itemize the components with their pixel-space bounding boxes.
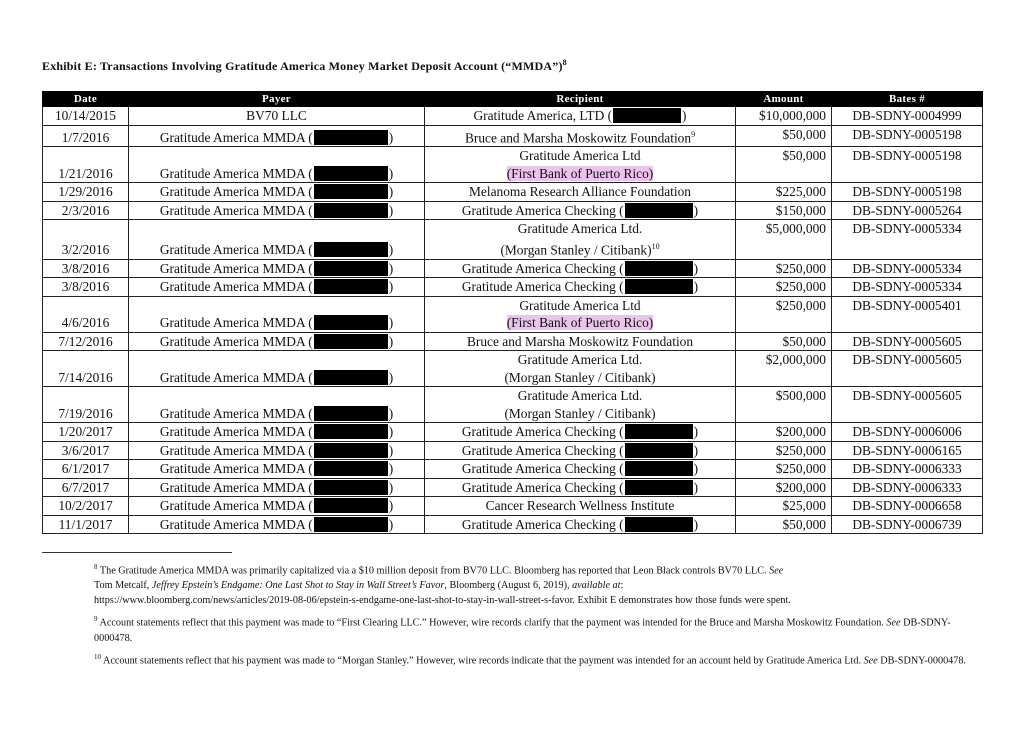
payer-suffix: ) [388, 479, 394, 495]
footnote-url[interactable]: https://www.bloomberg.com/news/articles/2019-08-06/epstein-s-endgame-one-last-shot-to-stay-in-wall-street-s-favor [94, 595, 573, 607]
redaction-block [625, 203, 693, 218]
recipient-suffix: ) [693, 479, 699, 495]
redaction-block [314, 443, 388, 458]
recipient-text: Gratitude America Ltd [519, 297, 641, 313]
cell-bates: DB-SDNY-0006739 [832, 515, 983, 534]
exhibit-title [42, 58, 982, 74]
table-row [43, 515, 983, 534]
redaction-block [625, 443, 693, 458]
cell-bates: DB-SDNY-0006006 [832, 423, 983, 442]
cell-recipient [425, 441, 736, 460]
payer-suffix: ) [388, 260, 394, 276]
payer-text: Gratitude America MMDA ( [159, 260, 313, 276]
cell-amount: $250,000 [736, 278, 832, 297]
recipient-text: Gratitude America Ltd. [517, 221, 643, 237]
payer-suffix: ) [388, 405, 394, 421]
cell-amount: $200,000 [736, 478, 832, 497]
header-row [43, 92, 983, 107]
table-row [43, 147, 983, 183]
cell-recipient [425, 259, 736, 278]
footnote-10 [42, 650, 982, 668]
cell-date: 3/8/2016 [43, 259, 129, 278]
footnote-text: DB-SDNY-0000478. [877, 655, 966, 667]
cell-date: 10/14/2015 [43, 107, 129, 126]
cell-amount: $200,000 [736, 423, 832, 442]
cell-bates: DB-SDNY-0005334 [832, 259, 983, 278]
redaction-block [314, 261, 388, 276]
cell-bates: DB-SDNY-0005198 [832, 125, 983, 147]
table-row [43, 332, 983, 351]
footnote-article-title: Jeffrey Epstein’s Endgame: One Last Shot to Stay in Wall Street’s Favor [151, 580, 445, 592]
payer-text: Gratitude America MMDA ( [159, 279, 313, 295]
payer-text: Gratitude America MMDA ( [159, 315, 313, 331]
payer-text: Gratitude America MMDA ( [159, 369, 313, 385]
cell-recipient [425, 125, 736, 147]
payer-text: Gratitude America MMDA ( [159, 129, 313, 145]
header-bates: Bates # [832, 92, 983, 107]
redaction-block [314, 406, 388, 421]
redaction-block [314, 203, 388, 218]
redaction-block [314, 370, 388, 385]
payer-text: Gratitude America MMDA ( [159, 165, 313, 181]
cell-payer [129, 332, 425, 351]
cell-date: 1/20/2017 [43, 423, 129, 442]
cell-recipient [425, 147, 736, 183]
payer-text: Gratitude America MMDA ( [159, 424, 313, 440]
footnote-text: DB-SDNY-0000478. [94, 617, 951, 644]
redaction-block [625, 424, 693, 439]
cell-payer [129, 147, 425, 183]
recipient-text: Bruce and Marsha Moskowitz Foundation [464, 129, 692, 145]
cell-amount: $25,000 [736, 497, 832, 516]
recipient-bank: (Morgan Stanley / Citibank) [500, 242, 652, 258]
cell-amount: $50,000 [736, 332, 832, 351]
table-row [43, 278, 983, 297]
header-recipient: Recipient [425, 92, 736, 107]
cell-recipient [425, 278, 736, 297]
cell-recipient [425, 107, 736, 126]
footnote-text: Tom Metcalf, [94, 580, 152, 592]
recipient-text: Gratitude America Checking ( [461, 461, 624, 477]
table-row [43, 387, 983, 423]
cell-bates: DB-SDNY-0005198 [832, 183, 983, 202]
recipient-text: Gratitude America Ltd. [517, 388, 643, 404]
table-row [43, 183, 983, 202]
cell-bates: DB-SDNY-0005334 [832, 278, 983, 297]
cell-recipient [425, 497, 736, 516]
cell-date: 4/6/2016 [43, 296, 129, 332]
cell-payer [129, 460, 425, 479]
redaction-block [314, 424, 388, 439]
cell-date: 7/19/2016 [43, 387, 129, 423]
cell-amount: $250,000 [736, 441, 832, 460]
cell-amount: $250,000 [736, 460, 832, 479]
cell-date: 1/29/2016 [43, 183, 129, 202]
table-body [43, 107, 983, 534]
payer-suffix: ) [388, 315, 394, 331]
cell-recipient [425, 423, 736, 442]
recipient-suffix: ) [693, 202, 699, 218]
cell-bates: DB-SDNY-0006165 [832, 441, 983, 460]
payer-suffix: ) [388, 184, 394, 200]
cell-amount: $50,000 [736, 125, 832, 147]
cell-bates: DB-SDNY-0006658 [832, 497, 983, 516]
cell-recipient [425, 201, 736, 220]
payer-suffix: ) [388, 165, 394, 181]
cell-amount: $5,000,000 [736, 220, 832, 259]
footnote-mark: 8 [94, 563, 98, 571]
recipient-suffix: ) [693, 461, 699, 477]
cell-date: 1/21/2016 [43, 147, 129, 183]
table-row [43, 296, 983, 332]
payer-text: Gratitude America MMDA ( [159, 405, 313, 421]
header-date: Date [43, 92, 129, 107]
table-row [43, 478, 983, 497]
cell-recipient [425, 478, 736, 497]
cell-bates: DB-SDNY-0004999 [832, 107, 983, 126]
table-row [43, 351, 983, 387]
cell-recipient [425, 351, 736, 387]
payer-suffix: ) [388, 498, 394, 514]
recipient-text: Gratitude America Checking ( [461, 424, 624, 440]
table-row [43, 497, 983, 516]
cell-bates: DB-SDNY-0006333 [832, 478, 983, 497]
payer-text: Gratitude America MMDA ( [159, 184, 313, 200]
footnote-text: Account statements reflect that this payment was made to “First Clearing LLC.” However, wire records clarify that the payment was intended for the Bruce and Marsha Moskowitz Foundation. [99, 617, 887, 629]
recipient-text: Cancer Research Wellness Institute [485, 498, 675, 514]
recipient-text: Gratitude America Checking ( [461, 260, 624, 276]
cell-payer [129, 220, 425, 259]
payer-suffix: ) [388, 424, 394, 440]
payer-text: Gratitude America MMDA ( [159, 461, 313, 477]
cell-amount: $225,000 [736, 183, 832, 202]
footnote-text: The Gratitude America MMDA was primarily capitalized via a $10 million deposit from BV70 LLC. Bloomberg has reported that Leon Black controls BV70 LLC. [99, 565, 770, 577]
recipient-bank: (Morgan Stanley / Citibank) [504, 405, 656, 421]
cell-date: 10/2/2017 [43, 497, 129, 516]
cell-bates: DB-SDNY-0006333 [832, 460, 983, 479]
payer-text: Gratitude America MMDA ( [159, 202, 313, 218]
payer-text: BV70 LLC [246, 108, 307, 123]
payer-suffix: ) [388, 202, 394, 218]
recipient-text: Gratitude America Checking ( [461, 279, 624, 295]
recipient-text: Bruce and Marsha Moskowitz Foundation [466, 333, 694, 349]
redaction-block [625, 480, 693, 495]
payer-text: Gratitude America MMDA ( [159, 242, 313, 258]
footnote-text: . Exhibit E demonstrates how those funds were spent. [572, 595, 791, 607]
cell-amount: $150,000 [736, 201, 832, 220]
transactions-table [42, 91, 983, 534]
redaction-block [314, 242, 388, 257]
cell-amount: $500,000 [736, 387, 832, 423]
cell-payer [129, 423, 425, 442]
recipient-text: Gratitude America, LTD ( [473, 108, 613, 123]
redaction-block [613, 108, 681, 123]
footnote-9 [42, 612, 982, 645]
footnote-ref: 8 [562, 58, 567, 67]
cell-recipient [425, 296, 736, 332]
cell-bates: DB-SDNY-0005264 [832, 201, 983, 220]
cell-payer [129, 201, 425, 220]
cell-date: 6/1/2017 [43, 460, 129, 479]
payer-suffix: ) [388, 369, 394, 385]
recipient-text: Gratitude America Checking ( [461, 479, 624, 495]
cell-amount: $2,000,000 [736, 351, 832, 387]
footnote-divider [42, 552, 232, 553]
payer-suffix: ) [388, 516, 394, 532]
table-row [43, 107, 983, 126]
cell-payer [129, 125, 425, 147]
header-amount: Amount [736, 92, 832, 107]
redaction-block [314, 334, 388, 349]
redaction-block [314, 184, 388, 199]
cell-date: 11/1/2017 [43, 515, 129, 534]
table-row [43, 201, 983, 220]
recipient-suffix: ) [693, 442, 699, 458]
footnote-available: available at [572, 580, 621, 592]
cell-recipient [425, 332, 736, 351]
footnotes [42, 560, 982, 672]
cell-amount: $250,000 [736, 296, 832, 332]
redaction-block [314, 480, 388, 495]
payer-text: Gratitude America MMDA ( [159, 479, 313, 495]
cell-amount: $50,000 [736, 515, 832, 534]
payer-suffix: ) [388, 129, 394, 145]
cell-payer [129, 441, 425, 460]
cell-bates: DB-SDNY-0005605 [832, 332, 983, 351]
footnote-see: See [886, 617, 901, 629]
table-header [43, 92, 983, 107]
cell-bates: DB-SDNY-0005605 [832, 387, 983, 423]
cell-date: 7/14/2016 [43, 351, 129, 387]
redaction-block [314, 130, 388, 145]
table-row [43, 460, 983, 479]
header-payer: Payer [129, 92, 425, 107]
cell-payer [129, 351, 425, 387]
footnote-text: Account statements reflect that his payment was made to “Morgan Stanley.” However, wire records indicate that the payment was intended for an account held by Gratitude America Ltd. [102, 655, 864, 667]
cell-recipient [425, 183, 736, 202]
recipient-bank: (First Bank of Puerto Rico) [506, 165, 654, 181]
cell-payer [129, 497, 425, 516]
payer-suffix: ) [388, 442, 394, 458]
cell-payer [129, 183, 425, 202]
payer-text: Gratitude America MMDA ( [159, 333, 313, 349]
footnote-ref: 10 [651, 241, 660, 251]
recipient-suffix: ) [693, 260, 699, 276]
payer-suffix: ) [388, 461, 394, 477]
redaction-block [625, 261, 693, 276]
redaction-block [314, 517, 388, 532]
payer-suffix: ) [388, 242, 394, 258]
redaction-block [625, 517, 693, 532]
cell-bates: DB-SDNY-0005198 [832, 147, 983, 183]
cell-payer [129, 278, 425, 297]
recipient-suffix: ) [682, 108, 687, 123]
cell-recipient [425, 387, 736, 423]
recipient-text: Gratitude America Ltd [519, 148, 641, 164]
cell-bates: DB-SDNY-0005605 [832, 351, 983, 387]
footnote-text: : [620, 580, 624, 592]
redaction-block [314, 498, 388, 513]
recipient-bank: (Morgan Stanley / Citibank) [504, 369, 656, 385]
cell-recipient [425, 515, 736, 534]
cell-bates: DB-SDNY-0005334 [832, 220, 983, 259]
cell-payer [129, 515, 425, 534]
footnote-text: , Bloomberg (August 6, 2019), [444, 580, 573, 592]
cell-date: 2/3/2016 [43, 201, 129, 220]
payer-suffix: ) [388, 333, 394, 349]
cell-amount: $10,000,000 [736, 107, 832, 126]
cell-date: 3/2/2016 [43, 220, 129, 259]
exhibit-title-text: Exhibit E: Transactions Involving Gratitude America Money Market Deposit Account (“MMDA”) [42, 59, 563, 73]
cell-payer [129, 296, 425, 332]
footnote-mark: 10 [94, 652, 101, 661]
footnote-ref: 9 [691, 129, 696, 139]
cell-recipient [425, 220, 736, 259]
cell-date: 6/7/2017 [43, 478, 129, 497]
recipient-text: Gratitude America Checking ( [461, 442, 624, 458]
cell-recipient [425, 460, 736, 479]
recipient-text: Gratitude America Ltd. [517, 352, 643, 368]
recipient-suffix: ) [693, 424, 699, 440]
redaction-block [314, 166, 388, 181]
recipient-suffix: ) [693, 279, 699, 295]
payer-text: Gratitude America MMDA ( [159, 516, 313, 532]
recipient-text: Gratitude America Checking ( [461, 202, 624, 218]
redaction-block [314, 279, 388, 294]
cell-payer [129, 107, 425, 126]
table-row [43, 220, 983, 259]
table-row [43, 125, 983, 147]
recipient-suffix: ) [693, 516, 699, 532]
redaction-block [625, 461, 693, 476]
footnote-see: See [863, 655, 878, 667]
payer-text: Gratitude America MMDA ( [159, 498, 313, 514]
cell-payer [129, 387, 425, 423]
footnote-mark: 9 [94, 615, 98, 624]
payer-suffix: ) [388, 279, 394, 295]
cell-payer [129, 259, 425, 278]
recipient-bank: (First Bank of Puerto Rico) [506, 315, 654, 331]
table-row [43, 423, 983, 442]
cell-bates: DB-SDNY-0005401 [832, 296, 983, 332]
redaction-block [314, 315, 388, 330]
footnote-see: See [769, 565, 784, 577]
cell-date: 7/12/2016 [43, 332, 129, 351]
redaction-block [314, 461, 388, 476]
payer-text: Gratitude America MMDA ( [159, 442, 313, 458]
cell-date: 3/8/2016 [43, 278, 129, 297]
recipient-text: Melanoma Research Alliance Foundation [469, 184, 691, 200]
footnote-8 [42, 560, 982, 608]
cell-date: 3/6/2017 [43, 441, 129, 460]
cell-payer [129, 478, 425, 497]
cell-amount: $250,000 [736, 259, 832, 278]
table-row [43, 441, 983, 460]
cell-date: 1/7/2016 [43, 125, 129, 147]
redaction-block [625, 279, 693, 294]
cell-amount: $50,000 [736, 147, 832, 183]
table-row [43, 259, 983, 278]
recipient-text: Gratitude America Checking ( [461, 516, 624, 532]
